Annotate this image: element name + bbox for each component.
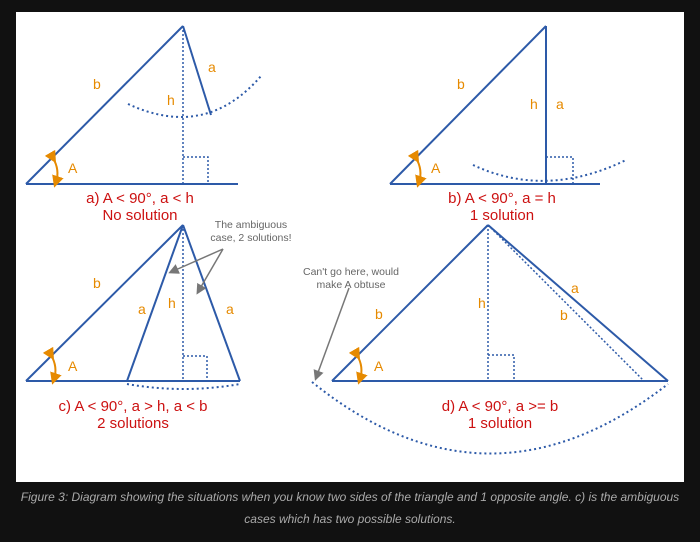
case-b-label-A: A [431, 160, 441, 176]
case-c-label-A: A [68, 358, 78, 374]
case-a-label-A: A [68, 160, 78, 176]
case-d-side-b-mirror [488, 225, 644, 381]
case-c-result: 2 solutions [97, 415, 169, 432]
case-d-note-arrow [316, 288, 349, 378]
case-d-label-h: h [478, 295, 486, 311]
case-b-arc [473, 160, 626, 181]
case-c-note-line2: case, 2 solutions! [210, 232, 292, 244]
case-a-label-h: h [167, 92, 175, 108]
case-c-label-b: b [93, 275, 101, 291]
case-b-label-h: h [530, 96, 538, 112]
case-d-diagram [303, 225, 668, 454]
case-c-right-angle [183, 356, 207, 381]
case-b-right-angle [546, 157, 573, 184]
case-a-condition: a) A < 90°, a < h [86, 190, 194, 207]
case-a-diagram [26, 26, 261, 224]
case-c-label-h: h [168, 295, 176, 311]
case-d-label-A: A [374, 358, 384, 374]
case-d-angle-arc [357, 355, 361, 379]
case-a-side-b [26, 26, 183, 184]
case-c-note-arrow-left [171, 249, 223, 272]
case-d-label-b-right: b [560, 307, 568, 323]
case-a-angle-arc [53, 158, 57, 182]
case-b-condition: b) A < 90°, a = h [448, 190, 556, 207]
figure-caption [20, 486, 680, 536]
case-c-note-line1: The ambiguous [214, 219, 288, 231]
case-d-right-angle [488, 355, 514, 381]
case-b-angle-arc [416, 158, 420, 182]
caption-line-1: Figure 3: Diagram showing the situations when you know two sides of the triangle and 1 opposite angle. c) is the ambiguous [20, 490, 680, 504]
case-b-diagram [390, 26, 626, 224]
case-a-label-b: b [93, 76, 101, 92]
case-c-side-b [26, 225, 183, 381]
caption-line-2: cases which has two possible solutions. [244, 512, 456, 526]
case-c-note-arrow-right [198, 249, 223, 292]
case-c-condition: c) A < 90°, a > h, a < b [58, 398, 208, 415]
case-b-label-a: a [556, 96, 564, 112]
case-b-result: 1 solution [469, 207, 535, 224]
case-a-side-a [183, 26, 211, 115]
case-a-right-angle [183, 157, 208, 184]
case-c-angle-arc [51, 355, 55, 379]
case-c-arc [127, 384, 240, 389]
diagram-canvas [16, 12, 684, 482]
case-a-label-a: a [208, 59, 216, 75]
case-d-note-line1: Can't go here, would [303, 266, 399, 278]
case-a-arc [128, 76, 261, 117]
case-c-label-a-right: a [226, 301, 234, 317]
case-b-side-b [390, 26, 546, 184]
case-d-condition: d) A < 90°, a >= b [441, 398, 559, 415]
case-d-label-a: a [571, 280, 579, 296]
case-b-label-b: b [457, 76, 465, 92]
case-d-label-b-left: b [375, 306, 383, 322]
case-c-label-a-left: a [138, 301, 146, 317]
case-d-side-a [488, 225, 668, 381]
diagram-panel [16, 12, 684, 482]
case-a-result: No solution [102, 207, 178, 224]
case-d-result: 1 solution [467, 415, 533, 432]
case-d-side-b [332, 225, 488, 381]
case-c-diagram [26, 219, 292, 432]
case-d-note-line2: make A obtuse [316, 279, 386, 291]
